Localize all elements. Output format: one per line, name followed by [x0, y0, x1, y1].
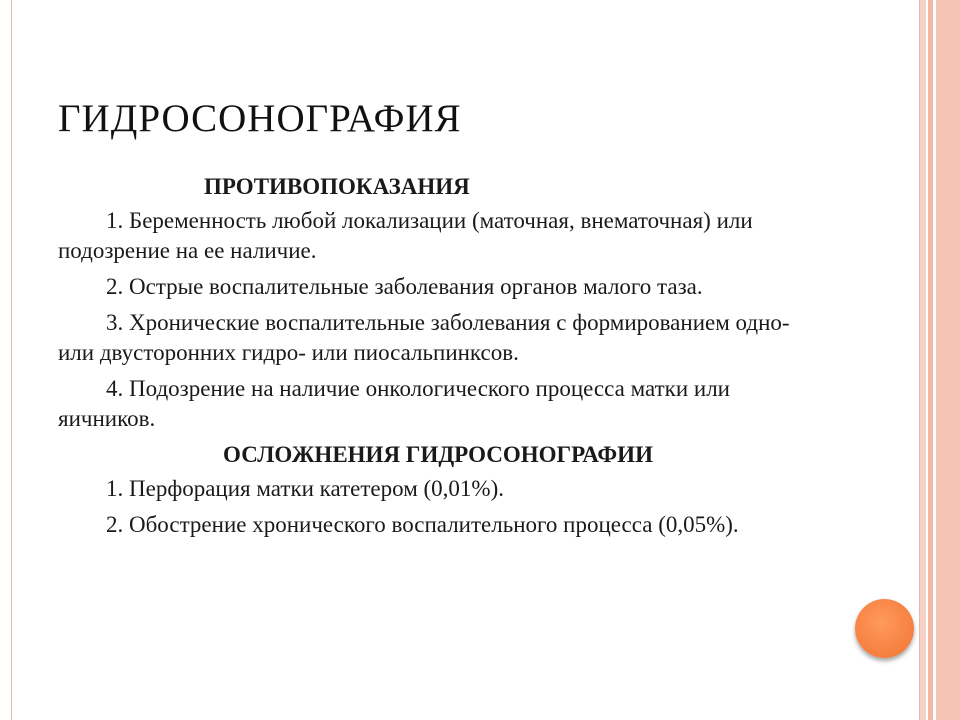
- contraindication-item: 2. Острые воспалительные заболевания органов малого таза.: [106, 274, 703, 299]
- contraindication-item: 4. Подозрение на наличие онкологического процесса матки или яичников.: [58, 376, 730, 431]
- contraindication-item: 1. Беременность любой локализации (маточная, внематочная) или подозрение на ее наличие.: [58, 208, 753, 263]
- contraindication-item: 3. Хронические воспалительные заболевания с формированием одно- или двусторонних гидро- или пиосальпинксов.: [58, 310, 790, 365]
- decorative-stripes: [920, 0, 960, 720]
- complications-heading: ОСЛОЖНЕНИЯ ГИДРОСОНОГРАФИИ: [223, 442, 653, 467]
- decorative-circle: [855, 599, 914, 658]
- slide-body: [58, 172, 798, 546]
- complication-item: 2. Обострение хронического воспалительного процесса (0,05%).: [106, 512, 739, 537]
- contraindications-heading: ПРОТИВОПОКАЗАНИЯ: [204, 174, 470, 199]
- stripe: [936, 0, 960, 720]
- complication-item: 1. Перфорация матки катетером (0,01%).: [106, 476, 504, 501]
- slide-title: ГИДРОСОНОГРАФИЯ: [58, 97, 462, 140]
